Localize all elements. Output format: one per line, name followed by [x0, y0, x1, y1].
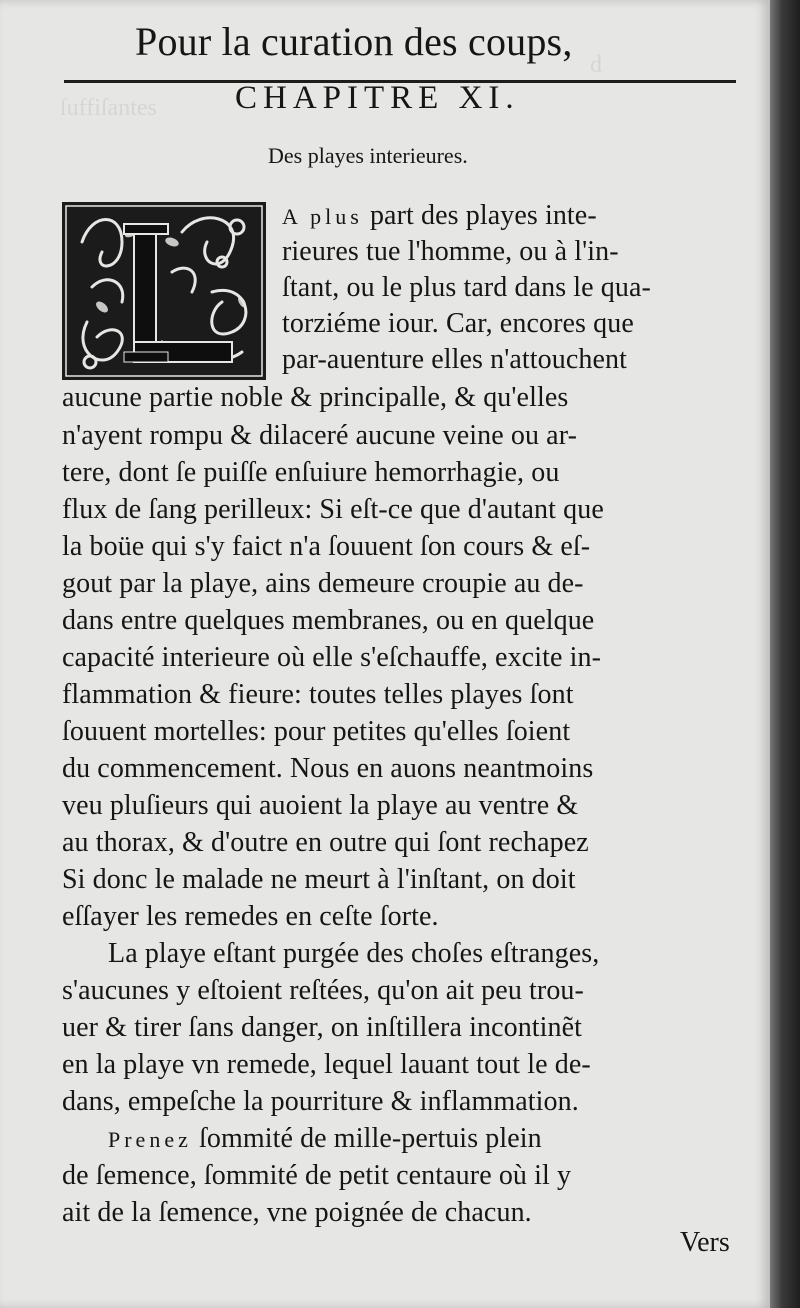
text-line: Prenez ſommité de mille-pertuis plein — [108, 1123, 542, 1154]
text-line: dans, empeſche la pourriture & inflammation. — [62, 1086, 579, 1117]
book-spine-edge — [770, 0, 800, 1308]
text-line: ait de la ſemence, vne poignée de chacun. — [62, 1197, 532, 1228]
text-line: flammation & fieure: toutes telles playes ſont — [62, 679, 574, 710]
text-line: de ſemence, ſommité de petit centaure où il y — [62, 1160, 572, 1191]
text-line: La playe eſtant purgée des choſes eſtranges, — [108, 938, 600, 969]
text-line: n'ayent rompu & dilaceré aucune veine ou ar- — [62, 420, 577, 451]
floral-ornament-icon — [62, 202, 266, 380]
chapter-title: Des playes interieures. — [268, 143, 468, 168]
text-line: la boüe qui s'y faict n'a ſouuent ſon cours & eſ- — [62, 531, 591, 562]
text-line: tere, dont ſe puiſſe enſuiure hemorrhagie, ou — [62, 457, 560, 488]
text-line: flux de ſang perilleux: Si eſt-ce que d'autant que — [62, 494, 604, 525]
text-line: en la playe vn remede, lequel lauant tout le de- — [62, 1049, 591, 1080]
running-head: Pour la curation des coups, — [135, 19, 573, 64]
bleed-through-text: d — [590, 52, 602, 78]
decorated-initial — [62, 202, 266, 380]
text-line: torziéme iour. Car, encores que — [282, 308, 634, 339]
bleed-through-text: ſuffiſantes — [60, 95, 157, 121]
text-line: ſouuent mortelles: pour petites qu'elles ſoient — [62, 716, 571, 747]
text-line: veu pluſieurs qui auoient la playe au ventre & — [62, 790, 579, 821]
text-line: au thorax, & d'outre en outre qui ſont rechapez — [62, 827, 589, 858]
text-line: gout par la playe, ains demeure croupie au de- — [62, 568, 584, 599]
text-line: aucune partie noble & principalle, & qu'elles — [62, 382, 569, 413]
text-line: dans entre quelques membranes, ou en quelque — [62, 605, 595, 636]
text-line: par-auenture elles n'attouchent — [282, 344, 627, 375]
text-line: capacité interieure où elle s'eſchauffe, excite in- — [62, 642, 601, 673]
catchword: Vers — [680, 1227, 730, 1258]
text-line: A plus part des playes inte- — [282, 200, 597, 231]
text-line: Si donc le malade ne meurt à l'inſtant, on doit — [62, 864, 576, 895]
text-line: uer & tirer ſans danger, on inſtillera incontinẽt — [62, 1012, 583, 1043]
small-caps-lead: Prenez — [108, 1127, 192, 1152]
text-line: du commencement. Nous en auons neantmoins — [62, 753, 594, 784]
small-caps-lead: A plus — [282, 204, 363, 229]
text-line: s'aucunes y eſtoient reſtées, qu'on ait peu trou- — [62, 975, 584, 1006]
chapter-heading: CHAPITRE XI. — [235, 80, 520, 116]
text-line: ſtant, ou le plus tard dans le qua- — [282, 272, 651, 303]
text-line: rieures tue l'homme, ou à l'in- — [282, 236, 619, 267]
text-line: eſſayer les remedes en ceſte ſorte. — [62, 901, 439, 932]
